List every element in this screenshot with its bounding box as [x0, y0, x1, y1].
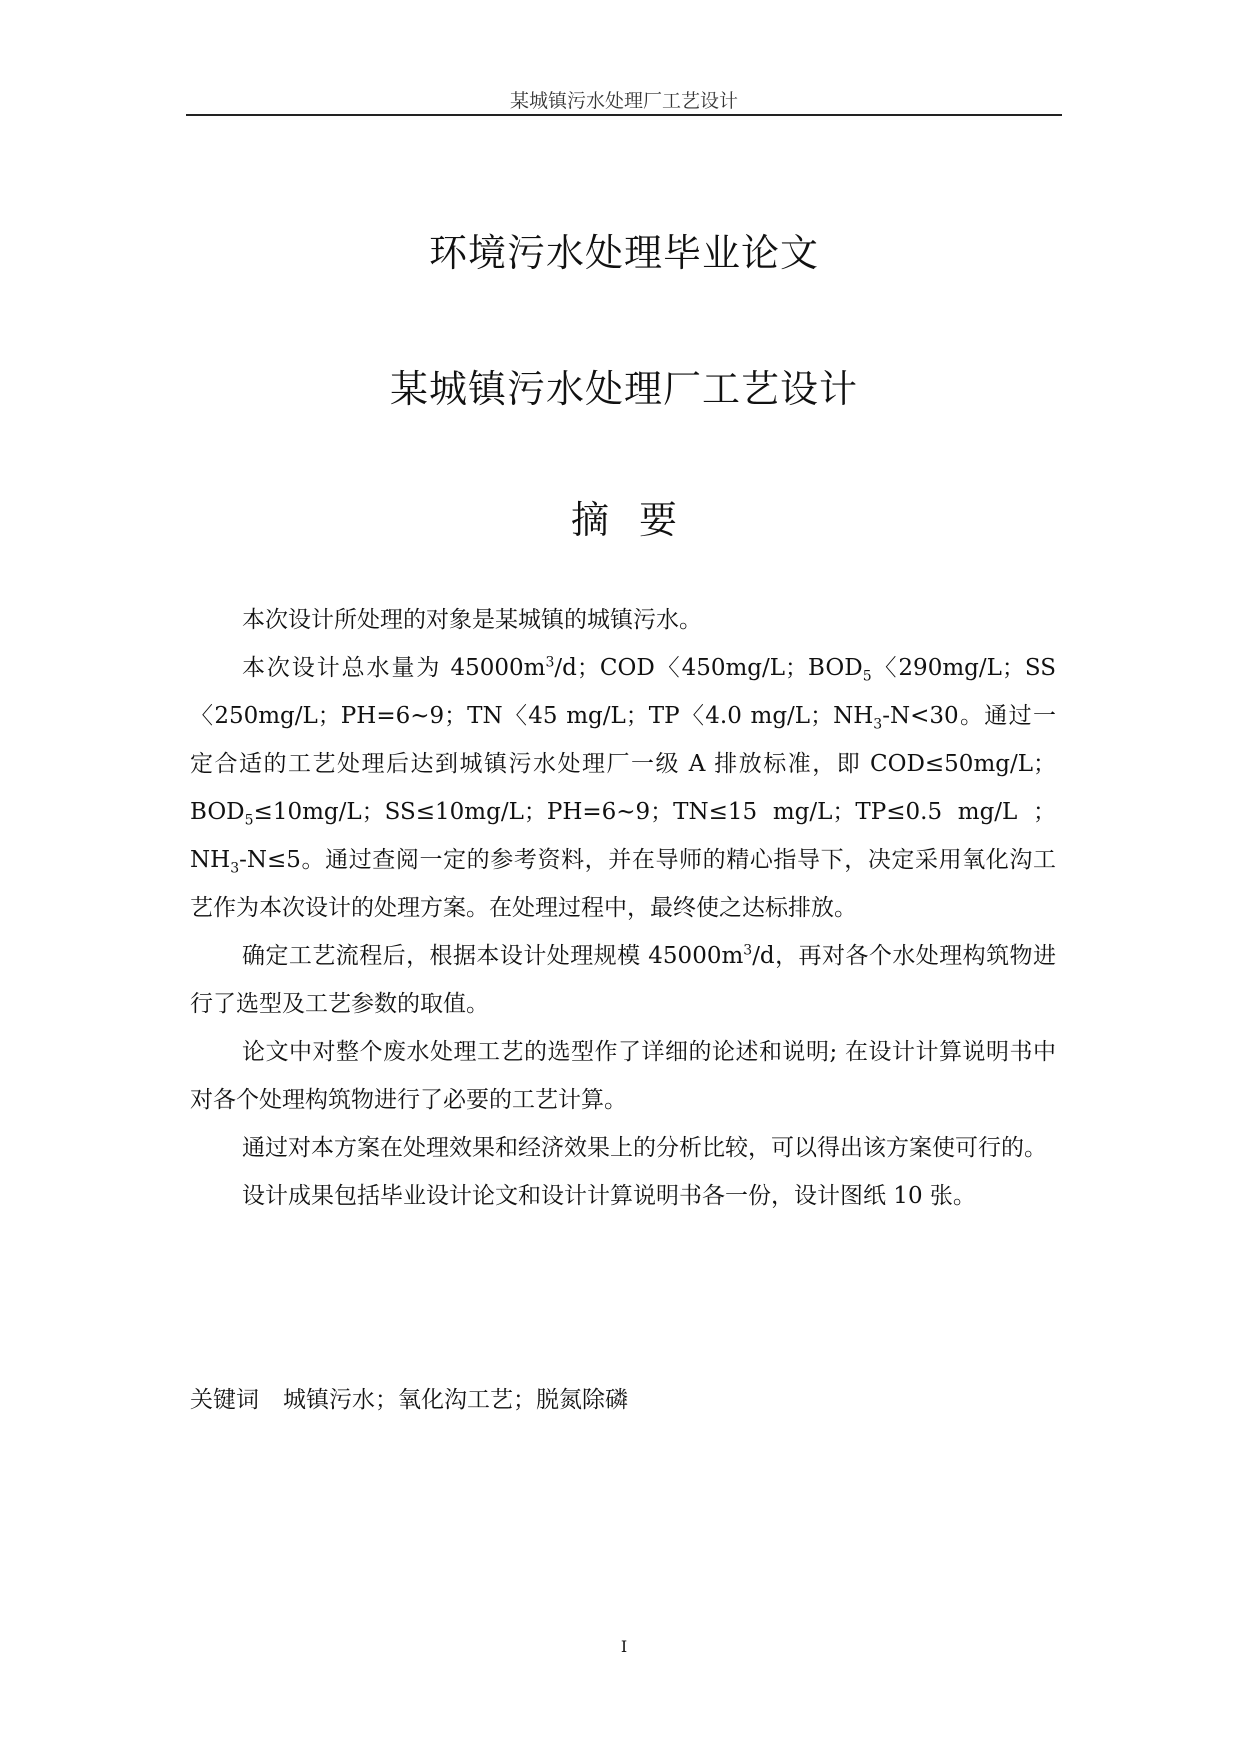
- page-number: I: [620, 1637, 628, 1656]
- running-header: 某城镇污水处理厂工艺设计: [509, 90, 738, 112]
- sub-title: 某城镇污水处理厂工艺设计: [389, 367, 858, 411]
- abstract-heading: 摘要: [570, 498, 707, 542]
- paragraph-1: 本次设计所处理的对象是某城镇的城镇污水。: [242, 607, 702, 633]
- main-title: 环境污水处理毕业论文: [428, 231, 819, 275]
- header-rule: [186, 114, 1062, 116]
- keywords-value: 城镇污水；氧化沟工艺；脱氮除磷: [283, 1387, 628, 1413]
- paragraph-2: 本次设计总水量为 $45000m^3/d$；COD〈450mg/L；$BOD_5$〈290mg/L；SS〈250mg/L；PH=6~9；TN〈45 mg/L；TP〈4.0 mg/L；$NH_3-N<30$。通过一定合适的工艺处理后达到城镇污水处理厂一级 A 排放标准，即 COD≤50mg/L；$BOD_5\le 10mg/L$；SS≤10mg/L；PH=6~9；TN≤15 mg/L；TP≤0.5 mg/L ；$NH_3-N\le 5$。通过查阅一定的参考资料，并在导师的精心指导下，决定采用氧化沟工艺作为本次设计的处理方案。在处理过程中，最终使之达标排放。: [190, 654, 1057, 921]
- paragraph-5: 通过对本方案在处理效果和经济效果上的分析比较，可以得出该方案使可行的。: [242, 1135, 1047, 1161]
- paragraph-6: 设计成果包括毕业设计论文和设计计算说明书各一份，设计图纸 10 张。: [242, 1183, 976, 1209]
- keywords-label: 关键词: [190, 1387, 259, 1413]
- paragraph-4: 论文中对整个废水处理工艺的选型作了详细的论述和说明; 在设计计算说明书中对各个处理构筑物进行了必要的工艺计算。: [190, 1039, 1056, 1113]
- keywords: [190, 1376, 628, 1424]
- paragraph-3: 确定工艺流程后，根据本设计处理规模 $45000m^3/d$，再对各个水处理构筑物进行了选型及工艺参数的取值。: [190, 942, 1056, 1017]
- abstract-body: [190, 596, 1056, 1220]
